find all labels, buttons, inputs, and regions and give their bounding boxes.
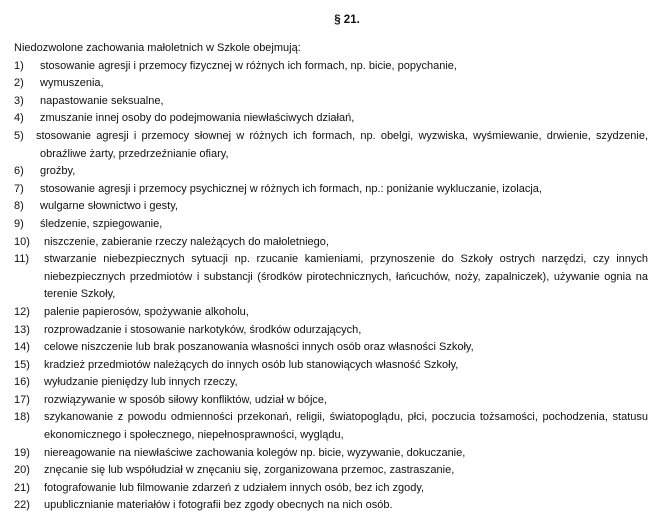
item-number: 11) (14, 253, 30, 266)
item-number: 21) (14, 481, 30, 494)
list-item (14, 304, 658, 322)
item-number: 22) (14, 499, 30, 512)
item-text: groźby, (40, 165, 76, 178)
item-text: śledzenie, szpiegowanie, (40, 217, 163, 230)
item-number: 14) (14, 341, 30, 354)
item-number: 16) (14, 376, 30, 389)
list-item (14, 339, 658, 357)
list-item (14, 322, 658, 340)
list-item (14, 251, 658, 304)
list-item (14, 128, 658, 163)
item-text: zmuszanie innej osoby do podejmowania niewłaściwych działań, (40, 112, 355, 125)
item-text: stosowanie agresji i przemocy słownej w różnych ich formach, np. obelgi, wyzwiska, wyśmiewanie, drwienie, szydzenie, obraźliwe żarty, przedrzeźnianie ofiary, (36, 129, 648, 160)
item-text: wulgarne słownictwo i gesty, (40, 200, 178, 213)
list-item (14, 110, 658, 128)
item-text: niereagowanie na niewłaściwe zachowania kolegów np. bicie, wyzywanie, dokuczanie, (44, 446, 466, 459)
list-item (14, 409, 658, 444)
item-text: fotografowanie lub filmowanie zdarzeń z udziałem innych osób, bez ich zgody, (44, 481, 425, 494)
list-item (14, 58, 658, 76)
item-number: 20) (14, 464, 30, 477)
item-text: rozprowadzanie i stosowanie narkotyków, środków odurzających, (44, 323, 362, 336)
list-item (14, 234, 658, 252)
item-number: 15) (14, 358, 30, 371)
item-text: stwarzanie niebezpiecznych sytuacji np. rzucanie kamieniami, przynoszenie do Szkoły ostrych narzędzi, czy innych niebezpiecznych przedmiotów i substancji (środków pirotechnicznych, łańcuchów, noży, zapalniczek), używanie ognia na terenie Szkoły, (44, 253, 648, 301)
list-item (14, 198, 658, 216)
list-item (14, 462, 658, 480)
item-text: palenie papierosów, spożywanie alkoholu, (44, 305, 249, 318)
item-text: kradzież przedmiotów należących do innych osób lub stanowiących własność Szkoły, (44, 358, 459, 371)
list-item (14, 497, 658, 515)
list-item (14, 93, 658, 111)
item-number: 1) (14, 59, 24, 72)
section-heading: § 21. (334, 14, 360, 26)
list-item (14, 445, 658, 463)
item-text: stosowanie agresji i przemocy fizycznej w różnych ich formach, np. bicie, popychanie, (40, 59, 457, 72)
item-number: 10) (14, 235, 30, 248)
list-item (14, 163, 658, 181)
list-item (14, 216, 658, 234)
rules-list (14, 58, 658, 515)
item-text: wymuszenia, (40, 77, 104, 90)
item-text: napastowanie seksualne, (40, 94, 164, 107)
item-number: 6) (14, 165, 24, 178)
list-item (14, 374, 658, 392)
item-number: 12) (14, 305, 30, 318)
item-number: 8) (14, 200, 24, 213)
item-number: 19) (14, 446, 30, 459)
item-text: znęcanie się lub współudział w znęcaniu się, zorganizowana przemoc, zastraszanie, (44, 464, 455, 477)
item-number: 17) (14, 393, 30, 406)
item-text: wyłudzanie pieniędzy lub innych rzeczy, (44, 376, 238, 389)
list-item (14, 392, 658, 410)
item-number: 9) (14, 217, 24, 230)
item-number: 3) (14, 94, 24, 107)
item-number: 2) (14, 77, 24, 90)
item-number: 5) (14, 129, 24, 142)
item-text: stosowanie agresji i przemocy psychicznej w różnych ich formach, np.: poniżanie wykluczanie, izolacja, (40, 182, 542, 195)
list-item (14, 75, 658, 93)
item-number: 18) (14, 411, 30, 424)
item-text: rozwiązywanie w sposób siłowy konfliktów, udział w bójce, (44, 393, 328, 406)
list-item (14, 181, 658, 199)
item-text: celowe niszczenie lub brak poszanowania własności innych osób oraz własności Szkoły, (44, 341, 474, 354)
item-text: niszczenie, zabieranie rzeczy należących do małoletniego, (44, 235, 329, 248)
intro-text: Niedozwolone zachowania małoletnich w Szkole obejmują: (14, 42, 301, 54)
item-text: upublicznianie materiałów i fotografii bez zgody obecnych na nich osób. (44, 499, 393, 512)
item-number: 4) (14, 112, 24, 125)
item-number: 7) (14, 182, 24, 195)
list-item (14, 357, 658, 375)
item-number: 13) (14, 323, 30, 336)
list-item (14, 480, 658, 498)
item-text: szykanowanie z powodu odmienności przekonań, religii, światopoglądu, płci, poczucia tożsamości, pochodzenia, statusu ekonomicznego i społecznego, niepełnosprawności, wyglądu, (44, 411, 648, 442)
